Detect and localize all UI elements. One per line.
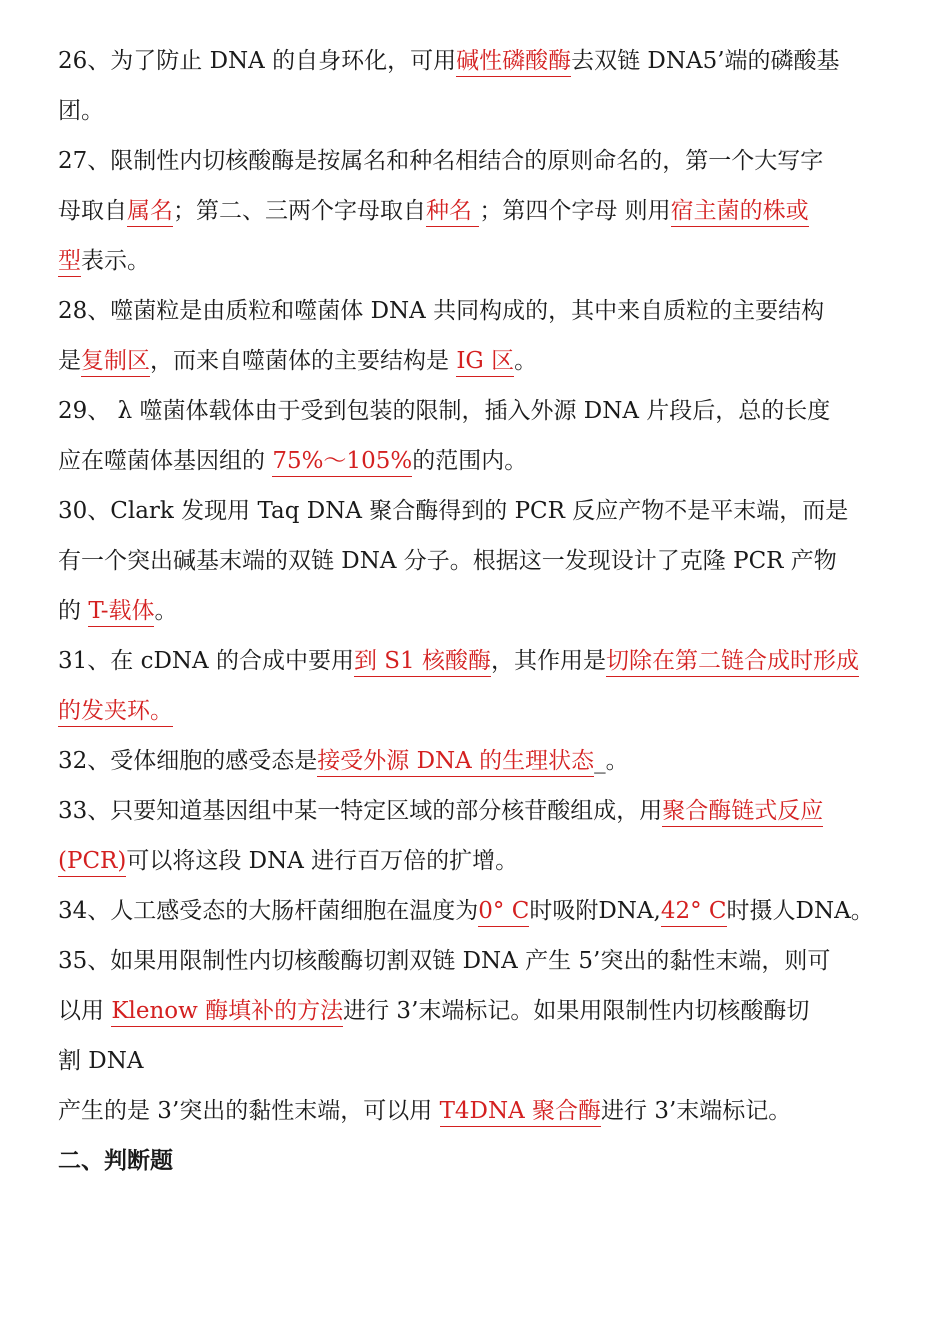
text-segment: 34、人工感受态的大肠杆菌细胞在温度为	[58, 898, 479, 924]
text-segment: 去双链 DNA5’端的磷酸基	[571, 48, 840, 74]
text-segment: ；第四个字母 则用	[479, 198, 671, 224]
answer-blank: (PCR)	[58, 848, 126, 877]
text-segment: 表示。	[81, 248, 150, 274]
answer-blank: T4DNA 聚合酶	[440, 1098, 601, 1127]
answer-blank: 碱性磷酸酶	[456, 48, 571, 77]
section-heading: 二、判断题	[58, 1148, 173, 1174]
text-segment: 有一个突出碱基末端的双链 DNA 分子。根据这一发现设计了克隆 PCR 产物	[58, 548, 837, 574]
text-line	[58, 686, 898, 736]
answer-blank: 宿主菌的株或	[671, 198, 809, 227]
text-segment: 35、如果用限制性内切核酸酶切割双链 DNA 产生 5’突出的黏性末端，则可	[58, 948, 831, 974]
text-line	[58, 236, 898, 286]
text-line	[58, 986, 898, 1036]
text-line	[58, 936, 898, 986]
text-segment: 产生的是 3’突出的黏性末端，可以用	[58, 1098, 440, 1124]
text-line	[58, 436, 898, 486]
text-line	[58, 836, 898, 886]
text-line	[58, 586, 898, 636]
text-segment: 26、为了防止 DNA 的自身环化，可用	[58, 48, 457, 74]
text-segment: _。	[594, 748, 629, 774]
text-segment: 应在噬菌体基因组的	[58, 448, 273, 474]
answer-blank: 复制区	[81, 348, 150, 377]
answer-blank: 42° C	[661, 898, 727, 927]
text-segment: 团。	[58, 98, 104, 124]
answer-blank: 接受外源 DNA 的生理状态	[317, 748, 594, 777]
text-segment: 是	[58, 348, 81, 374]
text-segment: 割 DNA	[58, 1048, 144, 1074]
document-body	[58, 36, 898, 1186]
answer-blank: 0° C	[478, 898, 529, 927]
text-line	[58, 1136, 898, 1186]
text-segment: 进行 3’末端标记。如果用限制性内切核酸酶切	[343, 998, 810, 1024]
answer-blank: IG 区	[456, 348, 514, 377]
text-segment: 以用	[58, 998, 112, 1024]
text-line	[58, 786, 898, 836]
answer-blank: 切除在第二链合成时形成	[606, 648, 859, 677]
text-segment: 31、在 cDNA 的合成中要用	[58, 648, 354, 674]
text-segment: 28、噬菌粒是由质粒和噬菌体 DNA 共同构成的，其中来自质粒的主要结构	[58, 298, 825, 324]
answer-blank: Klenow 酶填补的方法	[111, 998, 343, 1027]
answer-blank: 的发夹环。	[58, 698, 173, 727]
answer-blank: 属名	[127, 198, 173, 227]
text-segment: 母取自	[58, 198, 127, 224]
text-segment: 33、只要知道基因组中某一特定区域的部分核苷酸组成，用	[58, 798, 663, 824]
text-line	[58, 536, 898, 586]
text-segment: ；第二、三两个字母取自	[173, 198, 426, 224]
answer-blank: 到 S1 核酸酶	[354, 648, 491, 677]
text-segment: 时摄人DNA。	[726, 898, 874, 924]
text-segment: 。	[154, 598, 178, 624]
text-line	[58, 186, 898, 236]
answer-blank: 型	[58, 248, 81, 277]
text-segment: 29、 λ 噬菌体载体由于受到包装的限制，插入外源 DNA 片段后，总的长度	[58, 398, 831, 424]
text-line	[58, 1036, 898, 1086]
text-segment: 的范围内。	[412, 448, 528, 474]
text-segment: 32、受体细胞的感受态是	[58, 748, 318, 774]
answer-blank: 种名	[426, 198, 479, 227]
text-line	[58, 286, 898, 336]
text-line	[58, 886, 898, 936]
text-segment: 时吸附DNA,	[529, 898, 661, 924]
text-line	[58, 1086, 898, 1136]
text-segment: 的	[58, 598, 89, 624]
text-line	[58, 36, 898, 86]
text-segment: 27、限制性内切核酸酶是按属名和种名相结合的原则命名的，第一个大写字	[58, 148, 824, 174]
text-line	[58, 86, 898, 136]
text-segment: ，而来自噬菌体的主要结构是	[150, 348, 457, 374]
text-segment: 进行 3’末端标记。	[601, 1098, 792, 1124]
answer-blank: 75%～105%	[272, 448, 412, 477]
text-segment: 可以将这段 DNA 进行百万倍的扩增。	[126, 848, 519, 874]
text-segment: ，其作用是	[490, 648, 606, 674]
text-segment: 30、Clark 发现用 Taq DNA 聚合酶得到的 PCR 反应产物不是平末端，而是	[58, 498, 849, 524]
text-line	[58, 336, 898, 386]
answer-blank: 聚合酶链式反应	[662, 798, 823, 827]
text-line	[58, 386, 898, 436]
text-line	[58, 136, 898, 186]
answer-blank: T-载体	[88, 598, 154, 627]
text-line	[58, 486, 898, 536]
text-line	[58, 736, 898, 786]
text-line	[58, 636, 898, 686]
text-segment: 。	[514, 348, 538, 374]
